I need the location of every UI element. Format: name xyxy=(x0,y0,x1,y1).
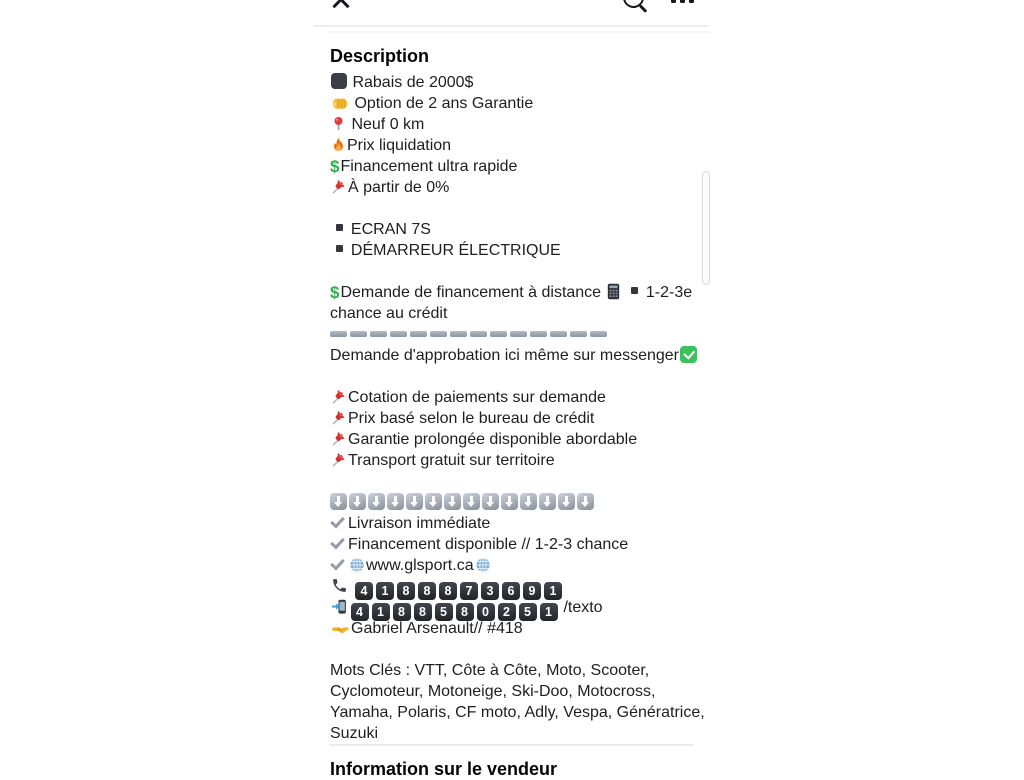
pushpin-emoji xyxy=(331,179,347,195)
handshake-emoji xyxy=(331,622,350,636)
curvedown-emoji xyxy=(463,493,480,510)
section-divider xyxy=(329,744,693,746)
dollar-emoji: $ xyxy=(330,283,340,302)
curvedown-emoji xyxy=(558,493,575,510)
fire-emoji xyxy=(331,136,346,153)
description-line: Cotation de paiements sur demande xyxy=(330,387,710,408)
description-line: chance au crédit xyxy=(330,305,448,322)
description-lines xyxy=(330,72,710,744)
key-emoji: 4 xyxy=(351,603,369,621)
key-emoji: 9 xyxy=(523,582,541,600)
description-line: Mots Clés : VTT, Côte à Côte, Moto, Scooter, xyxy=(330,662,650,679)
minus-emoji xyxy=(550,331,567,337)
key-emoji: 1 xyxy=(372,603,390,621)
minus-emoji xyxy=(330,331,347,337)
curvedown-emoji xyxy=(444,493,461,510)
description-line: Cyclomoteur, Motoneige, Ski-Doo, Motocross, xyxy=(330,683,656,700)
minus-emoji xyxy=(410,331,427,337)
curvedown-emoji xyxy=(425,493,442,510)
curvedown-emoji xyxy=(387,493,404,510)
phonearrow-emoji xyxy=(331,598,348,615)
key-emoji: 8 xyxy=(439,582,457,600)
roundpin-emoji xyxy=(331,116,346,132)
key-emoji: 8 xyxy=(414,603,432,621)
dollar-emoji: $ xyxy=(330,157,340,176)
minus-emoji xyxy=(350,331,367,337)
description-line: Prix liquidation xyxy=(330,135,710,156)
key-emoji: 8 xyxy=(393,603,411,621)
pushpin-emoji xyxy=(331,389,347,405)
key-emoji: 5 xyxy=(519,603,537,621)
checkgreen-emoji xyxy=(680,346,697,363)
description-line xyxy=(330,639,710,660)
description-line: Garantie prolongée disponible abordable xyxy=(330,429,710,450)
description-line xyxy=(330,576,710,597)
key-emoji: 0 xyxy=(477,603,495,621)
description-line xyxy=(330,198,710,219)
smallsq-emoji xyxy=(631,287,638,294)
curvedown-emoji xyxy=(520,493,537,510)
smallsq-emoji xyxy=(336,224,343,231)
key-emoji: 5 xyxy=(435,603,453,621)
curvedown-emoji xyxy=(501,493,518,510)
seller-info-heading: Information sur le vendeur xyxy=(330,759,558,779)
curvedown-emoji xyxy=(577,493,594,510)
description-line: À partir de 0% xyxy=(330,177,710,198)
description-line: Suzuki xyxy=(330,725,379,742)
minus-emoji xyxy=(430,331,447,337)
key-emoji: 8 xyxy=(456,603,474,621)
minus-emoji xyxy=(470,331,487,337)
description-line: Transport gratuit sur territoire xyxy=(330,450,710,471)
topbar-divider-shadow xyxy=(328,31,710,33)
description-line: Prix basé selon le bureau de crédit xyxy=(330,408,710,429)
curvedown-emoji xyxy=(349,493,366,510)
description-line: www.glsport.ca xyxy=(330,555,710,576)
key-emoji: 1 xyxy=(376,582,394,600)
search-icon[interactable] xyxy=(621,0,651,15)
key-emoji: 4 xyxy=(355,582,373,600)
description-line: Rabais de 2000$ xyxy=(330,72,710,93)
minus-emoji xyxy=(570,331,587,337)
key-emoji: 1 xyxy=(540,603,558,621)
minus-emoji xyxy=(370,331,387,337)
minus-emoji xyxy=(590,331,607,337)
key-emoji: 6 xyxy=(502,582,520,600)
description-line xyxy=(330,261,710,282)
curvedown-emoji xyxy=(539,493,556,510)
description-line: Gabriel Arsenault// #418 xyxy=(330,618,710,639)
description-line xyxy=(330,324,710,345)
key-emoji: 1 xyxy=(544,582,562,600)
pushpin-emoji xyxy=(331,431,347,447)
key-emoji: 3 xyxy=(481,582,499,600)
pushpin-emoji xyxy=(331,452,347,468)
description-line: Livraison immédiate xyxy=(330,513,710,534)
description-line: 4 1 8 8 5 8 0 2 5 1 /texto xyxy=(330,597,710,618)
minus-emoji xyxy=(390,331,407,337)
description-heading: Description xyxy=(330,46,430,66)
pushpin-emoji xyxy=(331,410,347,426)
description-line: Financement disponible // 1-2-3 chance xyxy=(330,534,710,555)
graycheck-emoji xyxy=(330,515,346,529)
topbar-divider xyxy=(314,25,708,27)
more-options-icon[interactable] xyxy=(671,0,697,5)
graycheck-emoji xyxy=(330,536,346,550)
description-line: $Demande de financement à distance 1-2-3e xyxy=(330,283,693,302)
minus-emoji xyxy=(530,331,547,337)
description-line xyxy=(330,492,710,513)
description-line: Neuf 0 km xyxy=(330,114,710,135)
calc-emoji xyxy=(607,283,620,300)
curvedown-emoji xyxy=(330,493,347,510)
close-icon[interactable] xyxy=(329,0,353,11)
globe-emoji xyxy=(475,557,491,573)
curvedown-emoji xyxy=(368,493,385,510)
description-line: Yamaha, Polaris, CF moto, Adly, Vespa, Génératrice, xyxy=(330,704,705,721)
description-line: ECRAN 7S xyxy=(330,219,710,240)
blacksq-emoji xyxy=(331,73,347,89)
description-line xyxy=(330,471,710,492)
description-line: Demande d'approbation ici même sur messenger xyxy=(330,345,710,366)
minus-emoji xyxy=(510,331,527,337)
key-emoji: 8 xyxy=(418,582,436,600)
description-line: DÉMARREUR ÉLECTRIQUE xyxy=(330,240,710,261)
key-emoji: 2 xyxy=(498,603,516,621)
description-line: Option de 2 ans Garantie xyxy=(330,93,710,114)
smallsq-emoji xyxy=(336,245,343,252)
key-emoji: 7 xyxy=(460,582,478,600)
curvedown-emoji xyxy=(406,493,423,510)
description-line: $Financement ultra rapide xyxy=(330,157,518,176)
minus-emoji xyxy=(490,331,507,337)
description-line xyxy=(330,366,710,387)
graycheck-emoji xyxy=(330,557,346,571)
curvedown-emoji xyxy=(482,493,499,510)
globe-emoji xyxy=(349,557,365,573)
minus-emoji xyxy=(450,331,467,337)
phone-emoji xyxy=(331,577,348,594)
key-emoji: 8 xyxy=(397,582,415,600)
fist-emoji xyxy=(331,96,349,111)
